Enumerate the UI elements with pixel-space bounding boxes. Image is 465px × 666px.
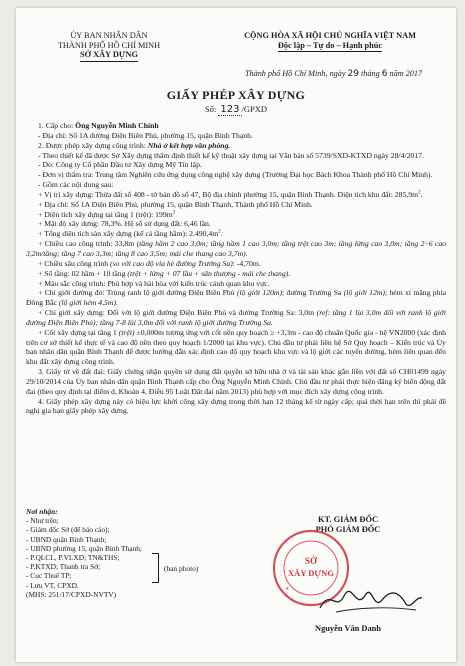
- colors-line: + Màu sắc công trình: Phù hợp và hài hòa với kiến trúc cảnh quan khu vực.: [38, 278, 270, 288]
- red-line-limit: [26, 288, 446, 308]
- recipient-item: - Như trên;: [26, 516, 59, 526]
- limit-e: ; hẻm xi măng phía Đông Bắc: [26, 288, 446, 308]
- floors-b: (trệt + lửng + 07 lầu + sân thượng - mái che thang).: [127, 268, 291, 278]
- floors-line: [26, 269, 446, 279]
- limit-a: + Chỉ giới đường đỏ: Trùng ranh lộ giới đường Điện Biên Phủ: [38, 288, 235, 298]
- nation-title: CỘNG HÒA XÃ HỘI CHỦ NGHĨA VIỆT NAM: [244, 31, 416, 40]
- agency-line3: SỞ XÂY DỰNG: [80, 50, 138, 62]
- recipient-item: - P.QLCL, P.VLXD; TN&THS;: [26, 553, 120, 563]
- dateline: [221, 69, 446, 79]
- handwritten-signature: [316, 582, 426, 618]
- s2-design-unit: - Do: Công ty Cổ phần Đầu tư Xây dựng Mỹ Tín lập.: [38, 160, 202, 170]
- document-body: [26, 121, 446, 416]
- signer-name: Nguyễn Văn Danh: [315, 624, 381, 633]
- s2-verify: - Đơn vị thẩm tra: Trung tâm Nghiên cứu ứng dụng công nghệ xây dựng (Trường Đại học Bách Khoa Thành phố Hồ Chí Minh).: [38, 170, 433, 180]
- height-a: + Chiều cao công trình: 33,8m: [38, 239, 135, 249]
- motto: Độc lập – Tự do – Hạnh phúc: [278, 41, 382, 53]
- section-2: [26, 141, 446, 151]
- recipients-list: [26, 507, 256, 599]
- sign-line1: KT. GIÁM ĐỐC: [317, 515, 379, 524]
- section-4: 4. Giấy phép xây dựng này có hiệu lực khởi công xây dựng trong thời hạn 12 tháng kể từ ngày cấp; quá thời hạn trên thì phải đề nghị gia hạn giấy phép xây dựng.: [26, 396, 446, 416]
- recipient-item: - UBND quận Bình Thạnh;: [26, 534, 107, 544]
- agency-line1: ỦY BAN NHÂN DÂN: [70, 31, 148, 40]
- depth-a: + Chiều sâu công trình: [38, 258, 109, 268]
- build-a: + Chỉ giới xây dựng: Đối với lộ giới đường Điện Biên Phủ và đường Trường Sa: 3,0m: [38, 308, 315, 318]
- s2-label: 2. Được phép xây dựng công trình:: [38, 140, 146, 150]
- level-line: [26, 328, 446, 367]
- recipient-item: - UBND phường 15, quận Bình Thạnh;: [26, 543, 142, 553]
- section-3: 3. Giấy tờ về đất đai: Giấy chứng nhận quyền sử dụng đất quyền sở hữu nhà ở và tài sản khác gắn liền với đất số CH01499 ngày 29/10/2014 của Ủy ban nhân dân quận Bình Thạnh cấp cho Ông Nguyễn Minh Chính. Chủ đầu tư phải thực hiện đăng ký biến động đất đai (theo quy định tại điểm d, Khoản 4, Điều 95 Luật Đất đai năm 2013) phù hợp với mục đích xây dựng công trình.: [26, 367, 446, 396]
- doc-no-number: 123: [220, 104, 240, 115]
- doc-no-suffix: /GPXD: [241, 104, 268, 114]
- stamp-star-icon: ★: [285, 586, 290, 592]
- s2-includes: - Gồm các nội dung sau:: [38, 180, 114, 190]
- permit-document: [16, 8, 456, 662]
- height-line: [26, 239, 446, 259]
- recipients-brace: [152, 553, 159, 583]
- s1-name: Ông Nguyễn Minh Chính: [75, 121, 159, 130]
- area-ground: + Diện tích xây dựng tại tầng 1 (trệt): 199m: [38, 209, 173, 219]
- limit-c: ; đường Trường Sa: [282, 288, 342, 298]
- build-b: (ref: tầng 1 lùi 3,0m đối với ranh lộ giới đường Điện Biên Phủ); tầng 7-8 lùi 3,0m đối với ranh lộ giới đường Trường Sa.: [26, 308, 446, 327]
- address-line: + Địa chỉ: Số 1A Điện Biên Phủ, phường 15, quận Bình Thạnh, Thành phố Hồ Chí Minh.: [38, 199, 313, 209]
- dateline-month-label: tháng: [361, 69, 380, 78]
- build-limit: [26, 308, 446, 328]
- dateline-month: 6: [381, 69, 388, 79]
- level-c: ±0,000m tương ứng với cốt nền quy hoạch ≥ +3,3m - cao độ chuẩn Quốc gia - hệ VN2000 (xác định trên cơ sở thiết kế thực tế và cao độ nền theo quy hoạch 1/2000 tại khu vực). Chủ đầu tư phải liên hệ Sở Quy hoạch – Kiến trúc và Ủy ban nhân dân quận Bình Thạnh để được hướng dẫn xác định cao độ quy hoạch khu vực và lộ giới các tuyến đường, hẻm liên quan đến khu đất xây dựng công trình.: [26, 327, 447, 367]
- stamp-top-text: SỞ: [304, 556, 318, 566]
- total-floor-line: + Tổng diện tích sàn xây dựng (kể cả tầng hầm): $2.490,4m^2$.: [38, 229, 223, 239]
- recipient-item: - Giám đốc Sở (để báo cáo);: [26, 525, 110, 535]
- document-number: [16, 104, 456, 115]
- total-floor: + Tổng diện tích sàn xây dựng (kể cả tầng hầm): 2.490,4m: [38, 229, 219, 239]
- agency-line2: THÀNH PHỐ HỒ CHÍ MINH: [57, 40, 161, 50]
- s1-address: - Địa chỉ: Số 1A đường Điện Biên Phủ, phường 15, quận Bình Thạnh.: [38, 130, 253, 140]
- limit-f: (lộ giới hẻm 4,5m).: [58, 298, 118, 308]
- sign-line2: PHÓ GIÁM ĐỐC: [315, 525, 381, 534]
- pos-a: + Vị trí xây dựng: Thửa đất số 408 - tờ bản đồ số 47, Bộ địa chính phường 15, quận Bình Thạnh. Diện tích khu đất: 285,9m: [38, 189, 419, 199]
- dateline-year: năm 2017: [389, 69, 423, 78]
- national-header: [210, 31, 450, 52]
- depth-line: [26, 259, 446, 269]
- height-b: (tầng hầm 2 cao 3,0m; tầng hầm 1 cao 3,0m; tầng trệt cao 3m; tầng lửng cao 3,0m; tầng 2÷6 cao 3,2m/tầng; tầng 7 cao 3,3m; tầng 8 cao 3,5m; mái che thang cao 3,7m).: [26, 239, 447, 258]
- position-line: + Vị trí xây dựng: Thửa đất số 408 - tờ bản đồ số 47, Bộ địa chính phường 15, quận Bình Thạnh. Diện tích khu đất: $285,9m^2$.: [38, 189, 423, 199]
- stamp-mid-text: XÂY DỰNG: [288, 568, 334, 578]
- ban-photo-note: (ban photo): [164, 564, 199, 573]
- depth-b: (so với cao độ vỉa hè đường Trường Sa): [110, 258, 233, 268]
- recipient-item: - Lưu VT, CPXD.: [26, 580, 79, 590]
- s2-type: Nhà ở kết hợp văn phòng.: [147, 140, 231, 150]
- limit-b: (lộ giới 120m): [236, 288, 283, 298]
- ground-area-line: + Diện tích xây dựng tại tầng 1 (trệt): $199m^2$: [38, 209, 176, 219]
- level-b: (trệt): [118, 327, 135, 337]
- issuing-agency: [34, 31, 184, 62]
- dateline-prefix: Thành phố Hồ Chí Minh, ngày: [244, 69, 346, 78]
- recipient-item: - P.KTXD; Thanh tra Sở;: [26, 562, 101, 572]
- recipient-item: (MHS: 251/17/CPXD-NVTV): [26, 589, 117, 599]
- s2-design: - Theo thiết kế đã được Sở Xây dựng thẩm định thiết kế kỹ thuật xây dựng tại Văn bản số 5739/SXD-KTXD ngày 28/4/2017.: [38, 150, 424, 160]
- s1-label: 1. Cấp cho:: [38, 121, 74, 130]
- density-line: + Mật độ xây dựng: 78,3%. Hệ số sử dụng đất: 6,46 lần.: [38, 219, 211, 229]
- level-a: + Cốt xây dựng tại tầng 1: [38, 327, 117, 337]
- limit-d: (lộ giới 12m): [343, 288, 385, 298]
- recipients-title: Nơi nhận:: [26, 507, 58, 516]
- dateline-day: 29: [347, 69, 359, 79]
- floors-a: + Số tầng: 02 hầm + 10 tầng: [38, 268, 126, 278]
- section-1: [26, 121, 446, 131]
- depth-c: : -4,70m.: [232, 258, 261, 268]
- recipient-item: - Cục Thuế TP;: [26, 571, 72, 581]
- document-title: GIẤY PHÉP XÂY DỰNG: [166, 88, 306, 102]
- doc-no-prefix: Số:: [204, 104, 217, 114]
